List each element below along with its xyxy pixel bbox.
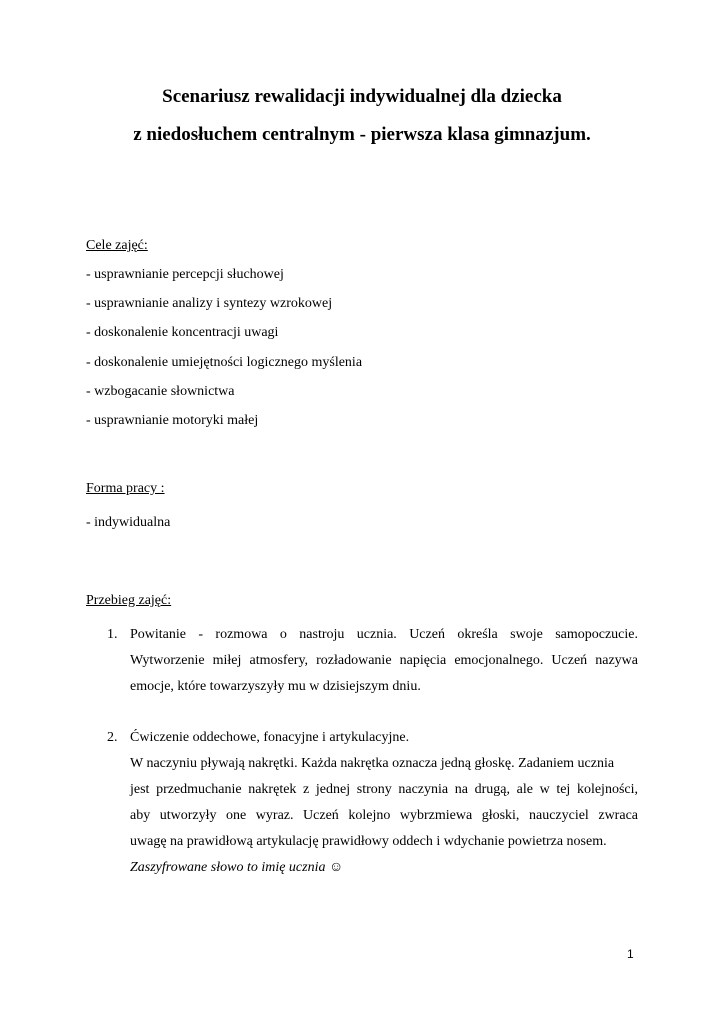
form-item: - indywidualna	[86, 515, 171, 530]
goals-heading: Cele zajęć:	[86, 238, 148, 253]
goal-item: - usprawnianie motoryki małej	[86, 413, 259, 428]
step-number: 2.	[107, 730, 118, 745]
goal-item: - usprawnianie analizy i syntezy wzrokowej	[86, 296, 333, 311]
step-note: Zaszyfrowane słowo to imię ucznia ☺	[130, 860, 344, 875]
document-title-line-2: z niedosłuchem centralnym - pierwsza klasa gimnazjum.	[133, 124, 591, 145]
step-1-text	[130, 622, 638, 700]
form-heading: Forma pracy :	[86, 481, 165, 496]
step-line: jest przedmuchanie nakrętek z jednej strony naczynia na drugą, ale w tej kolejności,	[130, 782, 638, 797]
step-line: Powitanie - rozmowa o nastroju ucznia. Uczeń określa swoje samopoczucie.	[130, 627, 638, 642]
step-line: W naczyniu pływają nakrętki. Każda nakrętka oznacza jedną głoskę. Zadaniem ucznia	[130, 756, 615, 771]
goal-item: - doskonalenie koncentracji uwagi	[86, 325, 279, 340]
goal-item: - usprawnianie percepcji słuchowej	[86, 267, 284, 282]
step-title: Ćwiczenie oddechowe, fonacyjne i artykulacyjne.	[130, 730, 410, 745]
step-line: Wytworzenie miłej atmosfery, rozładowanie napięcia emocjonalnego. Uczeń nazywa	[130, 653, 638, 668]
goal-item: - wzbogacanie słownictwa	[86, 384, 235, 399]
step-line: aby utworzyły one wyraz. Uczeń kolejno wybrzmiewa głoski, nauczyciel zwraca	[130, 808, 638, 823]
step-line: uwagę na prawidłową artykulację prawidłowy oddech i wdychanie powietrza nosem.	[130, 834, 607, 849]
document-title-line-1: Scenariusz rewalidacji indywidualnej dla dziecka	[162, 86, 562, 107]
step-number: 1.	[107, 627, 118, 642]
goal-item: - doskonalenie umiejętności logicznego myślenia	[86, 355, 363, 370]
step-2-text	[130, 725, 638, 881]
step-line: emocje, które towarzyszyły mu w dzisiejszym dniu.	[130, 679, 421, 694]
course-heading: Przebieg zajęć:	[86, 593, 172, 608]
page-number: 1	[627, 947, 634, 961]
